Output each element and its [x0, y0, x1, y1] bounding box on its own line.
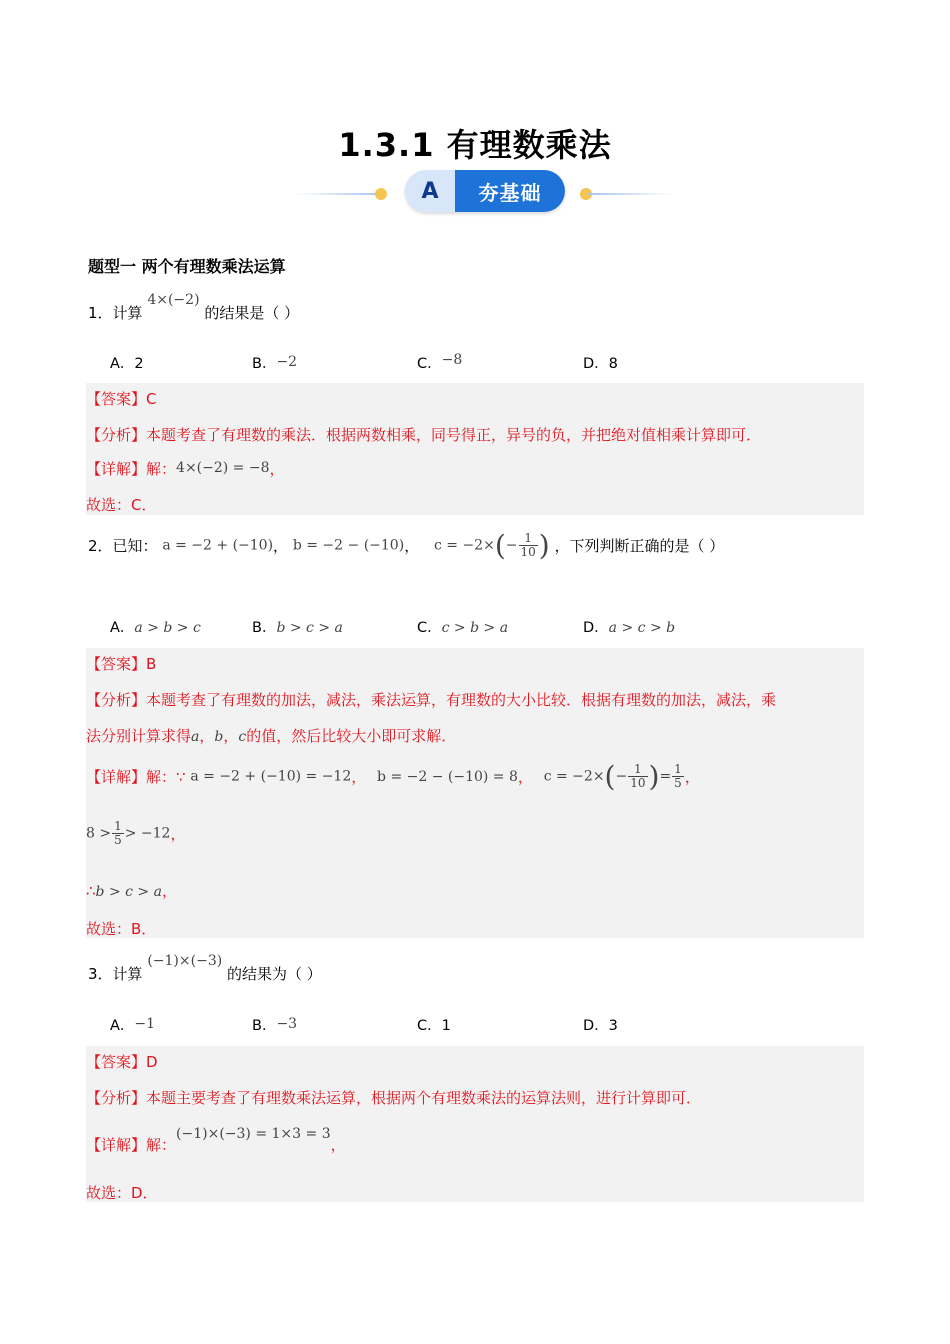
- q2-expr-c-den: 10: [520, 545, 536, 559]
- q2-detail: 【详解】解：∵ a = −2 + (−10) = −12， b = −2 − (−10) = 8， c = −2×(− $\frac{1}{10}$ )= $\frac{1}{5}$ ，: [86, 760, 700, 793]
- q2-answer-tag: 【答案】: [86, 655, 147, 673]
- q2-prefix: 2．已知：: [88, 537, 158, 555]
- q1-options-2-value: −8: [441, 352, 463, 368]
- q3-prefix: 3．计算: [88, 965, 143, 983]
- q3-suffix: 的结果为（ ）: [226, 965, 322, 983]
- q1-detail-suffix: ，: [269, 460, 285, 478]
- q1-option-a[interactable]: [110, 352, 144, 373]
- q2-options-1-label: B．: [252, 620, 277, 636]
- q2-detail-c-den: 10: [630, 776, 646, 790]
- q3-options-3-label: D．: [583, 1018, 609, 1034]
- q2-analysis-var-c: c: [238, 729, 247, 745]
- q3-answer: [86, 1051, 158, 1072]
- q3-answer-tag: 【答案】: [86, 1053, 147, 1071]
- q2-analysis-tag: 【分析】: [86, 691, 147, 709]
- q2-answer: [86, 653, 156, 674]
- q1-options-0-value: 2: [134, 356, 144, 372]
- q2-suffix: ，下列判断正确的是（ ）: [554, 537, 725, 555]
- q1-options-3-value: 8: [608, 356, 618, 372]
- page-title: 1.3.1 有理数乘法: [338, 126, 612, 164]
- q1-options-3-label: D．: [583, 356, 609, 372]
- q2-option-b[interactable]: [252, 616, 343, 637]
- question-3: [88, 953, 322, 984]
- q2-therefore: ∴b > c > a，: [86, 882, 177, 900]
- q2-expr-b: b = −2 − (−10): [292, 537, 405, 554]
- q2-analysis-2a: 法分别计算求得: [86, 727, 192, 745]
- q1-expr: 4×(−2): [147, 292, 200, 308]
- q2-choice: 故选：B．: [86, 920, 157, 938]
- q1-answer-tag: 【答案】: [86, 390, 147, 408]
- q2-options-0-label: A．: [110, 620, 135, 636]
- badge-text: 夯基础: [455, 170, 565, 212]
- q2-detail-a: a = −2 + (−10) = −12: [190, 768, 352, 785]
- q1-options-2-label: C．: [417, 356, 442, 372]
- q1-analysis-tag: 【分析】: [86, 426, 147, 444]
- question-1: [88, 292, 299, 323]
- section-heading: 题型一 两个有理数乘法运算: [88, 257, 286, 276]
- q2-therefore-expr: b > c > a: [95, 884, 162, 900]
- q2-analysis-1: 本题考查了有理数的加法，减法，乘法运算，有理数的大小比较．根据有理数的加法，减法，乘: [146, 691, 777, 709]
- q3-analysis: 本题主要考查了有理数乘法运算，根据两个有理数乘法的运算法则，进行计算即可．: [146, 1089, 702, 1107]
- q2-analysis-2b: 的值，然后比较大小即可求解．: [246, 727, 457, 745]
- q2-compare-right: > −12: [124, 825, 171, 842]
- q1-answer: C: [146, 390, 157, 408]
- q1-options-1-label: B．: [252, 356, 277, 372]
- q3-option-c[interactable]: [417, 1014, 451, 1035]
- q1-detail-tag: 【详解】: [86, 460, 147, 478]
- q1-option-c[interactable]: [417, 352, 462, 373]
- q2-sep2: ，: [404, 537, 420, 555]
- q2-detail-c-res-num: 1: [674, 762, 682, 776]
- q1-answer: [86, 388, 157, 409]
- q2-solution-box: [86, 648, 864, 938]
- q3-options-3-value: 3: [608, 1018, 618, 1034]
- q1-analysis: [86, 424, 761, 445]
- q2-detail-prefix: 解：∵: [146, 768, 186, 786]
- q3-options-2-value: 1: [441, 1018, 451, 1034]
- q2-analysis-var-a: a: [191, 729, 200, 745]
- q3-options-1-label: B．: [252, 1018, 277, 1034]
- q1-solution-box: [86, 383, 864, 515]
- question-2: [88, 529, 724, 562]
- q2-compare-left: 8 >: [86, 825, 112, 842]
- q3-answer: D: [146, 1053, 158, 1071]
- q3-detail-tag: 【详解】: [86, 1136, 147, 1154]
- q2-detail-c-res-den: 5: [674, 776, 682, 790]
- q1-options-0-label: A．: [110, 356, 135, 372]
- q3-detail-expr: (−1)×(−3) = 1×3 = 3: [176, 1126, 331, 1142]
- banner-line-right: [588, 193, 673, 195]
- q2-detail-c-sign: −: [615, 768, 628, 785]
- banner-line-left: [295, 193, 380, 195]
- badge-letter: A: [405, 170, 455, 212]
- q3-detail-prefix: 解：: [146, 1136, 177, 1154]
- q3-options-0-label: A．: [110, 1018, 135, 1034]
- q2-options-3-value: a > c > b: [608, 620, 676, 636]
- q2-options-0-value: a > b > c: [134, 620, 201, 636]
- q2-therefore: ∴: [86, 882, 96, 900]
- banner-dot-left: [375, 188, 387, 200]
- q2-compare-den: 5: [114, 833, 122, 847]
- q2-sep1: ，: [273, 537, 289, 555]
- q1-detail: [86, 458, 285, 479]
- q3-options-0-value: −1: [134, 1016, 156, 1032]
- q1-prefix: 1．计算: [88, 304, 143, 322]
- q3-option-a[interactable]: [110, 1014, 155, 1035]
- q3-detail: [86, 1126, 346, 1155]
- q1-option-b[interactable]: [252, 352, 297, 373]
- q1-options-1-value: −2: [276, 354, 298, 370]
- q2-expr-a: a = −2 + (−10): [162, 537, 274, 554]
- q2-expr-c: c = −2×(− $\frac{1}{10}$ ): [433, 529, 550, 562]
- q1-option-d[interactable]: [583, 352, 618, 373]
- q2-analysis-2: 法分别计算求得a，b，c的值，然后比较大小即可求解．: [86, 727, 457, 745]
- q2-expr-c-num: 1: [519, 532, 538, 546]
- q2-option-c[interactable]: [417, 616, 508, 637]
- q3-analysis: [86, 1087, 701, 1108]
- q2-options-1-value: b > c > a: [276, 620, 343, 636]
- q2-analysis-1: [86, 689, 776, 710]
- q3-options-1-value: −3: [276, 1016, 298, 1032]
- q3-options-2-label: C．: [417, 1018, 442, 1034]
- q2-expr-c-left: c = −2×: [433, 537, 495, 554]
- level-badge: [405, 170, 565, 212]
- q3-choice: 故选：D．: [86, 1184, 158, 1202]
- q3-option-b[interactable]: [252, 1014, 297, 1035]
- q2-options-2-label: C．: [417, 620, 442, 636]
- q1-suffix: 的结果是（ ）: [204, 304, 300, 322]
- q2-answer: B: [146, 655, 157, 673]
- q2-detail-b: b = −2 − (−10) = 8: [377, 768, 518, 785]
- q1-analysis: 本题考查了有理数的乘法．根据两数相乘，同号得正，异号的负，并把绝对值相乘计算即可．: [146, 426, 762, 444]
- q2-detail-tag: 【详解】: [86, 768, 147, 786]
- q2-options-2-value: c > b > a: [441, 620, 509, 636]
- q2-option-d[interactable]: [583, 616, 675, 637]
- q1-detail-expr: 4×(−2) = −8: [176, 460, 270, 476]
- q3-expr: (−1)×(−3): [147, 953, 223, 969]
- q1-detail-prefix: 解：: [146, 460, 177, 478]
- q2-option-a[interactable]: [110, 616, 201, 637]
- q2-compare: 8 > $\frac{1}{5}$ > −12，: [86, 819, 186, 847]
- q2-analysis-var-b: b: [214, 729, 224, 745]
- q3-solution-box: [86, 1046, 864, 1202]
- q2-options-3-label: D．: [583, 620, 609, 636]
- q3-analysis-tag: 【分析】: [86, 1089, 147, 1107]
- q3-detail-suffix: ，: [330, 1136, 346, 1154]
- q2-detail-c-num: 1: [628, 763, 647, 777]
- q3-option-d[interactable]: [583, 1014, 618, 1035]
- q2-compare-num: 1: [114, 819, 122, 833]
- q1-choice: 故选：C．: [86, 496, 157, 514]
- q2-expr-c-sign: −: [505, 537, 518, 554]
- q2-detail-c-left: c = −2×: [543, 768, 605, 785]
